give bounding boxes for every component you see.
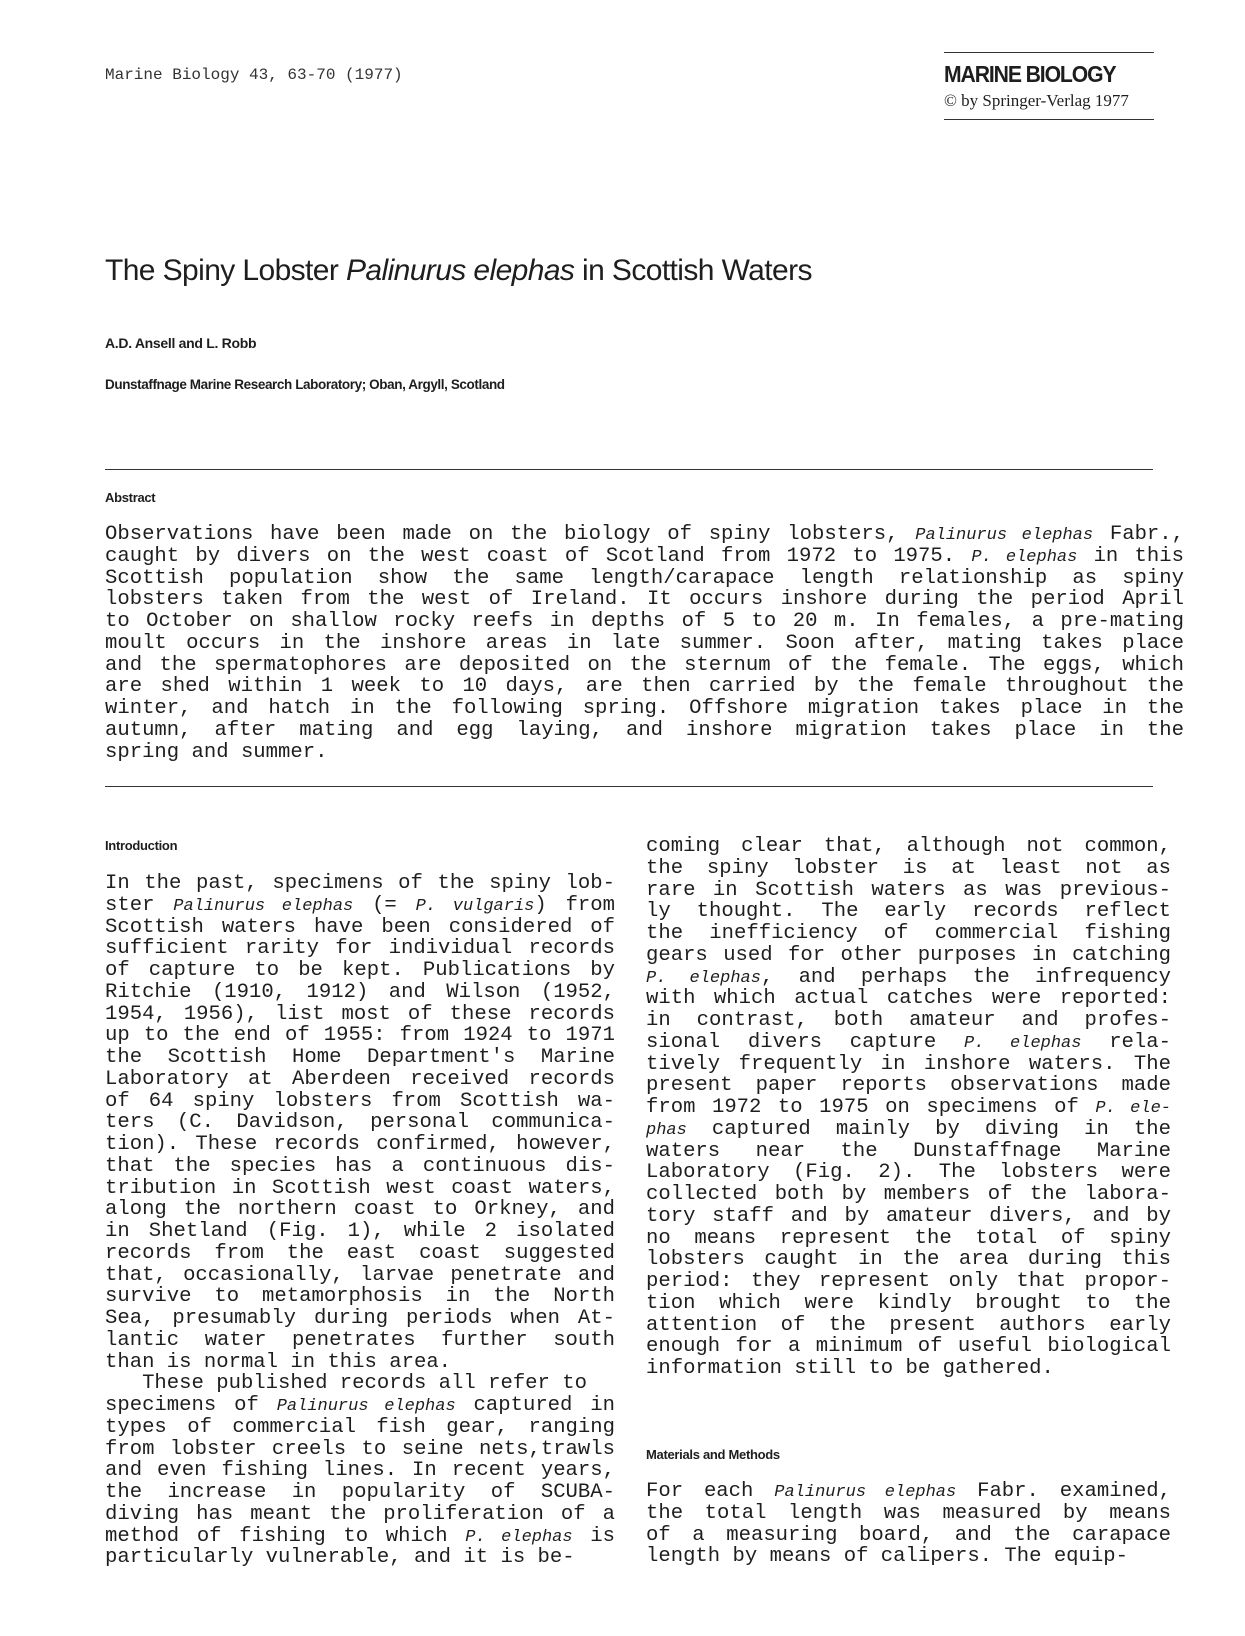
divider <box>105 786 1153 787</box>
text-segment: Fabr. examined, <box>956 1480 1171 1503</box>
text-line <box>105 1373 615 1395</box>
text-line <box>105 982 615 1004</box>
text-segment: spring and summer. <box>105 740 328 764</box>
text-segment: is <box>572 1524 615 1548</box>
text-line <box>105 546 1184 568</box>
text-line <box>646 1097 1171 1119</box>
text-segment: that the species has a continuous dis- <box>105 1154 615 1178</box>
text-segment: caught by divers on the west coast of Scotland from 1972 to 1975. <box>105 544 972 568</box>
text-segment: In the past, specimens of the spiny lob- <box>105 872 615 895</box>
text-line <box>646 1503 1171 1525</box>
text-line <box>105 1547 615 1569</box>
text-line <box>105 1265 615 1287</box>
italic-species-name: Palinurus elephas <box>276 1397 456 1416</box>
text-segment: 1954, 1956), list most of these records <box>105 1002 615 1026</box>
text-line <box>646 923 1171 945</box>
text-line <box>105 1025 615 1047</box>
text-line <box>105 568 1184 590</box>
abstract-heading: Abstract <box>105 490 156 505</box>
text-segment: ) from <box>534 893 616 917</box>
text-segment: sufficient rarity for individual records <box>105 937 615 961</box>
text-line <box>646 1336 1171 1358</box>
text-line <box>105 1199 615 1221</box>
text-line <box>646 836 1171 858</box>
text-line <box>646 858 1171 880</box>
text-line <box>105 895 615 917</box>
text-segment: Observations have been made on the biology of spiny lobsters, <box>105 523 916 546</box>
text-line <box>646 1141 1171 1163</box>
text-segment: the Scottish Home Department's Marine <box>105 1046 615 1069</box>
text-segment: the spiny lobster is at least not as <box>646 856 1171 880</box>
text-line <box>105 524 1184 546</box>
text-segment: the increase in popularity of SCUBA- <box>105 1481 615 1504</box>
text-segment: coming clear that, although not common, <box>646 835 1171 858</box>
introduction-heading: Introduction <box>105 838 178 853</box>
text-segment: up to the end of 1955: from 1924 to 1971 <box>105 1024 615 1048</box>
text-line <box>646 1184 1171 1206</box>
text-line <box>105 1460 615 1482</box>
text-segment: autumn, after mating and egg laying, and inshore migration takes place in the <box>105 718 1184 742</box>
copyright: © by Springer-Verlag 1977 <box>944 91 1129 110</box>
text-line <box>105 1243 615 1265</box>
italic-species-name: P. elephas <box>971 547 1078 567</box>
italic-species-name: phas <box>646 1120 687 1140</box>
text-segment: Laboratory at Aberdeen received records <box>105 1067 615 1091</box>
affiliation: Dunstaffnage Marine Research Laboratory; Oban, Argyll, Scotland <box>105 377 505 392</box>
text-segment: to October on shallow rocky reefs in depths of 5 to 20 m. In females, a pre-mating <box>105 610 1184 633</box>
text-segment: than is normal in this area. <box>105 1350 452 1374</box>
text-line <box>105 676 1184 698</box>
text-segment: Sea, presumably during periods when At- <box>105 1307 615 1330</box>
title-pre: The Spiny Lobster <box>105 254 347 287</box>
text-line <box>646 1054 1171 1076</box>
text-segment: captured mainly by diving in the <box>686 1117 1171 1141</box>
text-segment: attention of the present authors early <box>646 1313 1171 1337</box>
text-segment: lobsters caught in the area during this <box>646 1248 1171 1272</box>
text-segment: Scottish waters have been considered of <box>105 915 615 939</box>
text-line <box>105 1504 615 1526</box>
text-line <box>105 960 615 982</box>
paper-title <box>105 254 812 288</box>
text-segment: rare in Scottish waters as was previous- <box>646 878 1171 902</box>
text-line <box>646 1249 1171 1271</box>
text-line <box>646 1525 1171 1547</box>
text-line <box>105 1330 615 1352</box>
text-line <box>646 880 1171 902</box>
methods-heading: Materials and Methods <box>646 1447 780 1462</box>
text-line <box>646 1358 1171 1380</box>
text-line <box>105 742 1184 764</box>
text-segment: collected both by members of the labora- <box>646 1183 1171 1206</box>
text-line <box>646 901 1171 923</box>
text-segment: of capture to be kept. Publications by <box>105 959 615 982</box>
text-line <box>105 655 1184 677</box>
text-line <box>105 1069 615 1091</box>
text-segment: no means represent the total of spiny <box>646 1226 1171 1250</box>
text-segment: tion). These records confirmed, however, <box>105 1133 615 1156</box>
text-segment: are shed within 1 week to 10 days, are then carried by the female throughout the <box>105 675 1184 699</box>
text-line <box>105 1308 615 1330</box>
text-line <box>105 1439 615 1461</box>
text-segment: in this <box>1077 544 1184 568</box>
title-species: Palinurus elephas <box>346 254 575 287</box>
italic-species-name: P. elephas <box>646 968 761 988</box>
text-line <box>105 1352 615 1374</box>
text-segment: lobsters taken from the west of Ireland. It occurs inshore during the period April <box>105 588 1184 612</box>
italic-species-name: Palinurus elephas <box>774 1483 957 1502</box>
italic-species-name: Palinurus elephas <box>915 526 1094 545</box>
text-line <box>105 1112 615 1134</box>
italic-species-name: P. ele- <box>1095 1099 1171 1118</box>
text-line <box>646 945 1171 967</box>
text-line <box>105 938 615 960</box>
text-segment: survive to metamorphosis in the North <box>105 1285 615 1309</box>
text-line <box>105 917 615 939</box>
text-segment: moult occurs in the inshore areas in late summer. Soon after, mating takes place <box>105 631 1184 655</box>
text-line <box>646 1315 1171 1337</box>
text-segment: length by means of calipers. The equip- <box>646 1545 1128 1569</box>
text-segment: Scottish population show the same length/carapace length relationship as spiny <box>105 566 1184 590</box>
text-segment: the total length was measured by means <box>646 1501 1171 1525</box>
text-line <box>105 611 1184 633</box>
text-segment: waters near the Dunstaffnage Marine <box>646 1139 1171 1163</box>
text-segment: of 64 spiny lobsters from Scottish wa- <box>105 1089 615 1113</box>
authors: A.D. Ansell and L. Robb <box>105 335 257 351</box>
text-segment: captured in <box>455 1394 615 1417</box>
text-segment: winter, and hatch in the following spring. Offshore migration takes place in the <box>105 697 1184 720</box>
text-segment: diving has meant the proliferation of a <box>105 1502 615 1526</box>
text-segment: records from the east coast suggested <box>105 1241 615 1265</box>
text-line <box>105 1221 615 1243</box>
text-segment: (= <box>353 893 416 917</box>
text-segment: lantic water penetrates further south <box>105 1328 615 1352</box>
text-segment: along the northern coast to Orkney, and <box>105 1198 615 1222</box>
text-segment: period: they represent only that propor- <box>646 1270 1171 1293</box>
italic-species-name: P. elephas <box>964 1033 1082 1053</box>
journal-masthead <box>944 52 1154 120</box>
introduction-left-column <box>105 873 615 1569</box>
text-line <box>646 1162 1171 1184</box>
text-segment: tively frequently in inshore waters. The <box>646 1052 1171 1076</box>
text-line <box>646 1032 1171 1054</box>
text-segment: the inefficiency of commercial fishing <box>646 922 1171 945</box>
text-line <box>646 1546 1171 1568</box>
text-line <box>646 1271 1171 1293</box>
text-line <box>646 988 1171 1010</box>
text-line <box>646 1206 1171 1228</box>
text-segment: For each <box>646 1480 775 1503</box>
text-line <box>105 1091 615 1113</box>
text-line <box>105 1178 615 1200</box>
text-line <box>105 1004 615 1026</box>
text-segment: Laboratory (Fig. 2). The lobsters were <box>646 1161 1171 1185</box>
text-line <box>646 967 1171 989</box>
text-segment: of a measuring board, and the carapace <box>646 1523 1171 1547</box>
methods-text <box>646 1481 1171 1568</box>
text-line <box>105 1047 615 1069</box>
text-segment: , and perhaps the infrequency <box>760 965 1171 989</box>
text-line <box>105 589 1184 611</box>
italic-species-name: P. vulgaris <box>415 896 535 916</box>
text-segment: rela- <box>1081 1030 1171 1054</box>
text-segment: gears used for other purposes in catching <box>646 943 1171 967</box>
text-segment: in Shetland (Fig. 1), while 2 isolated <box>105 1220 615 1243</box>
text-line <box>105 1482 615 1504</box>
text-line <box>646 1075 1171 1097</box>
text-line <box>105 1134 615 1156</box>
text-segment: information still to be gathered. <box>646 1357 1054 1380</box>
journal-citation: Marine Biology 43, 63-70 (1977) <box>105 66 403 84</box>
text-segment: types of commercial fish gear, ranging <box>105 1415 615 1439</box>
divider <box>105 469 1153 470</box>
text-segment: ster <box>105 893 174 917</box>
text-segment: and even fishing lines. In recent years, <box>105 1459 615 1483</box>
text-segment: method of fishing to which <box>105 1524 466 1548</box>
text-segment: from lobster creels to seine nets,trawls <box>105 1437 615 1461</box>
text-line <box>646 1010 1171 1032</box>
text-segment: ly thought. The early records reflect <box>646 900 1171 924</box>
journal-name: MARINE BIOLOGY <box>944 61 1116 87</box>
text-line <box>105 698 1184 720</box>
text-segment: present paper reports observations made <box>646 1074 1171 1098</box>
text-line <box>105 720 1184 742</box>
italic-species-name: P. elephas <box>465 1527 573 1547</box>
text-line <box>646 1119 1171 1141</box>
abstract-text <box>105 524 1184 763</box>
text-segment: specimens of <box>105 1394 277 1417</box>
text-line <box>105 1286 615 1308</box>
text-line <box>105 873 615 895</box>
text-segment: Ritchie (1910, 1912) and Wilson (1952, <box>105 980 615 1004</box>
text-line <box>646 1228 1171 1250</box>
text-line <box>105 1156 615 1178</box>
text-segment: ters (C. Davidson, personal communica- <box>105 1111 615 1135</box>
text-segment: These published records all refer to <box>105 1372 587 1396</box>
introduction-right-column <box>646 836 1171 1380</box>
text-segment: tribution in Scottish west coast waters, <box>105 1176 615 1200</box>
text-segment: with which actual catches were reported: <box>646 987 1171 1011</box>
text-segment: that, occasionally, larvae penetrate and <box>105 1263 615 1287</box>
text-segment: particularly vulnerable, and it is be- <box>105 1546 575 1570</box>
italic-species-name: Palinurus elephas <box>173 896 354 916</box>
text-segment: enough for a minimum of useful biological <box>646 1335 1171 1359</box>
text-line <box>105 1395 615 1417</box>
text-segment: and the spermatophores are deposited on the sternum of the female. The eggs, which <box>105 653 1184 677</box>
title-post: in Scottish Waters <box>574 254 812 287</box>
text-line <box>646 1293 1171 1315</box>
text-line <box>105 1417 615 1439</box>
text-segment: in contrast, both amateur and profes- <box>646 1009 1171 1032</box>
text-line <box>646 1481 1171 1503</box>
text-line <box>105 633 1184 655</box>
text-segment: Fabr., <box>1093 523 1185 546</box>
text-segment: sional divers capture <box>646 1030 965 1054</box>
text-segment: from 1972 to 1975 on specimens of <box>646 1096 1096 1119</box>
text-segment: tory staff and by amateur divers, and by <box>646 1204 1171 1228</box>
text-line <box>105 1526 615 1548</box>
text-segment: tion which were kindly brought to the <box>646 1291 1171 1315</box>
